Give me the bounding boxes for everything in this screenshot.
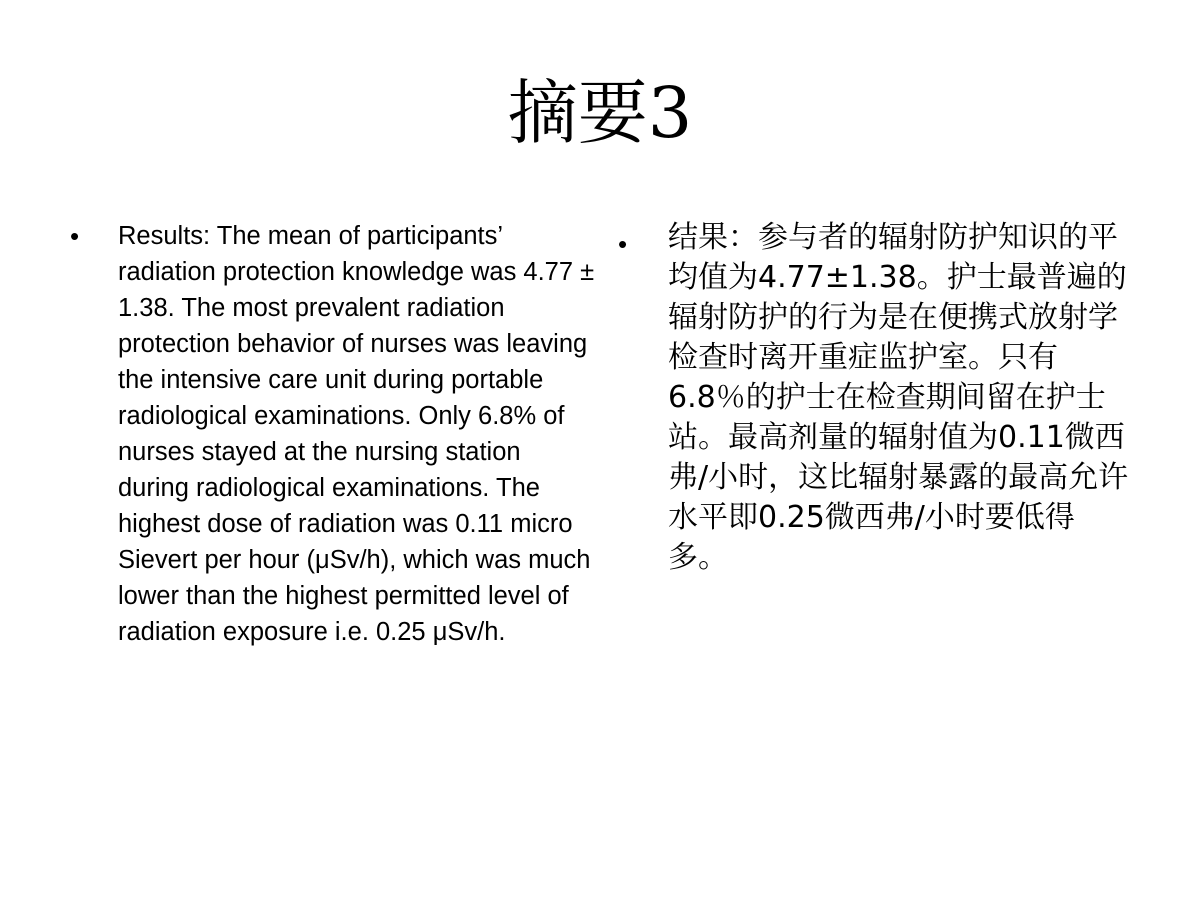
english-results-text: Results: The mean of participants’ radiation protection knowledge was 4.77 ± 1.38. The most prevalent radiation protection behavior of nurses was leaving the intensive care unit during portable radiological examinations. Only 6.8% of nurses stayed at the nursing station during radiological examinations. The highest dose of radiation was 0.11 micro Sievert per hour (μSv/h), which was much lower than the highest permitted level of radiation exposure i.e. 0.25 μSv/h. — [118, 222, 595, 646]
english-column — [66, 218, 596, 650]
english-bullet-item — [66, 218, 596, 650]
chinese-results-text: 结果：参与者的辐射防护知识的平均值为4.77±1.38。护士最普遍的辐射防护的行为是在便携式放射学检查时离开重症监护室。只有6.8％的护士在检查期间留在护士站。最高剂量的辐射值为0.11微西弗/小时，这比辐射暴露的最高允许水平即0.25微西弗/小时要低得多。 — [668, 220, 1129, 575]
chinese-column — [614, 218, 1134, 578]
chinese-bullet-item — [614, 218, 1134, 578]
slide-title: 摘要3 — [507, 72, 693, 154]
bullet-icon: • — [70, 221, 80, 251]
bullet-icon: • — [618, 229, 628, 259]
